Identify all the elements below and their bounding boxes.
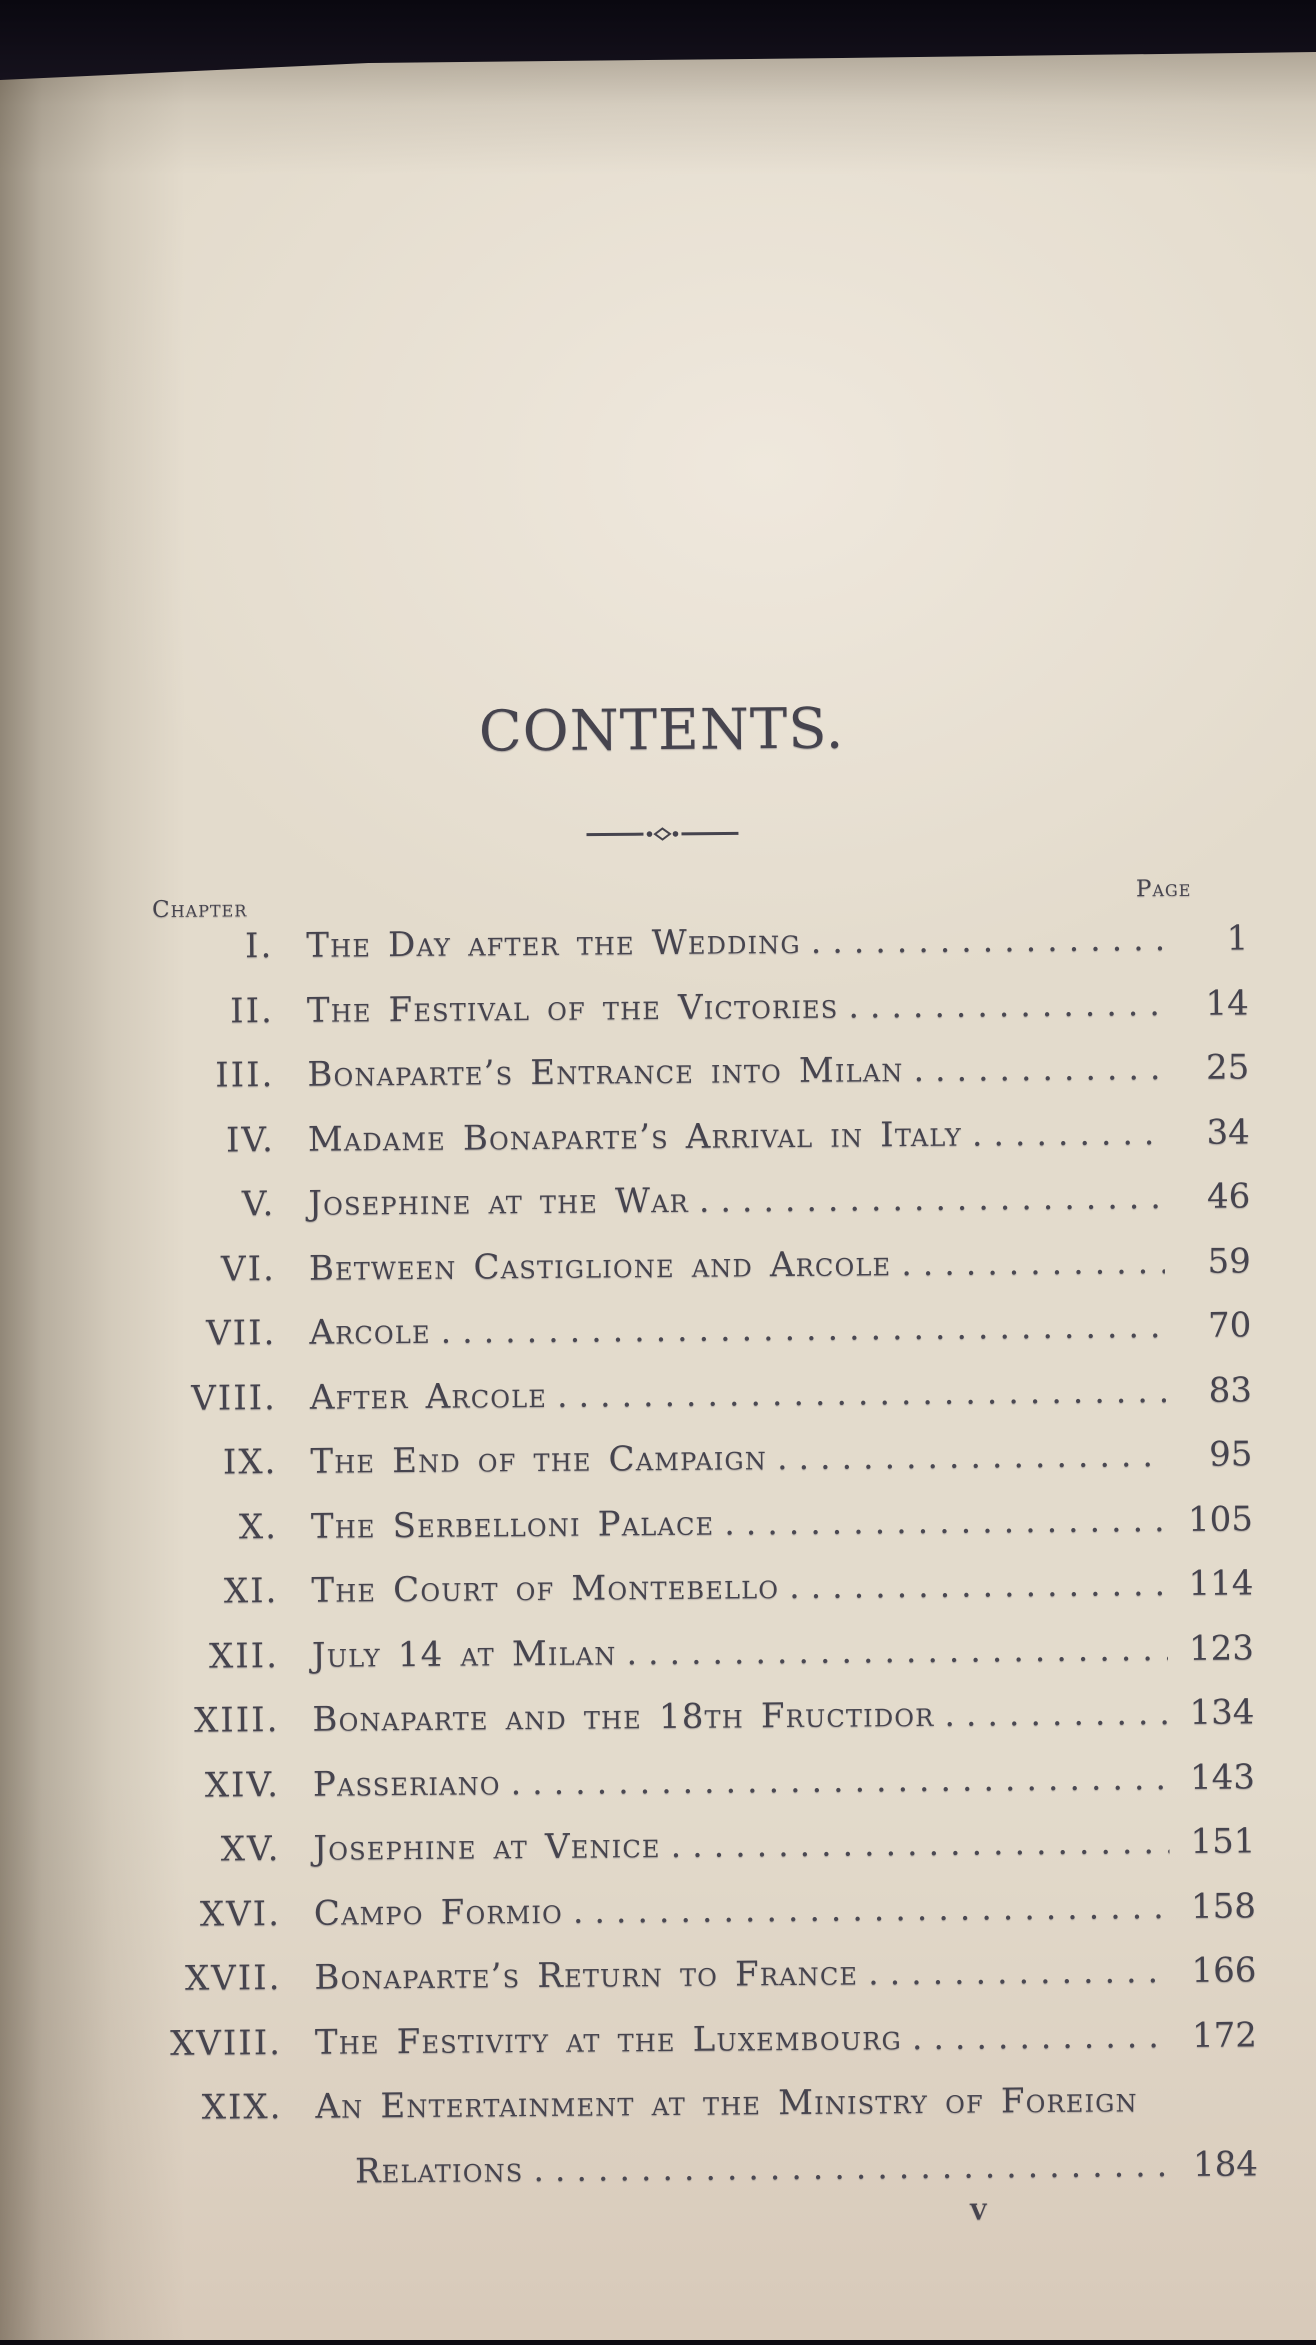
toc-row (8, 1938, 1256, 2012)
page-number: 25 (1175, 1035, 1250, 1100)
page-number: 14 (1175, 971, 1250, 1036)
chapter-numeral: VI. (3, 1237, 276, 1304)
toc-row (3, 1229, 1251, 1303)
page-number: 172 (1183, 2003, 1258, 2068)
chapter-title: An Entertainment at the Ministry of Foreign (315, 2068, 1138, 2139)
page-number: 158 (1182, 1874, 1257, 1939)
chapter-title: Between Castiglione and Arcole (309, 1232, 892, 1301)
chapter-numeral (10, 2183, 283, 2185)
page-number: 83 (1178, 1358, 1253, 1423)
dot-leader (944, 1681, 1168, 1753)
toc-row (6, 1616, 1254, 1690)
dot-leader (557, 1359, 1166, 1434)
chapter-numeral: XIV. (7, 1753, 280, 1820)
dot-leader (972, 1101, 1164, 1173)
chapter-title: Madame Bonaparte’s Arrival in Italy (308, 1102, 963, 1172)
toc-row (5, 1487, 1253, 1561)
dot-leader (533, 2133, 1172, 2209)
toc-row (4, 1422, 1252, 1496)
chapter-title: The Festival of the Victories (307, 974, 839, 1043)
dot-leader (848, 972, 1163, 1045)
toc-row (10, 2132, 1258, 2206)
chapter-numeral: XIII. (6, 1688, 279, 1755)
chapter-numeral: XIX. (9, 2075, 282, 2142)
chapter-title: Bonaparte’s Return to France (314, 1942, 858, 2011)
chapter-title: The Serbelloni Palace (311, 1491, 715, 1559)
chapter-numeral: VII. (3, 1301, 276, 1368)
dot-leader (811, 907, 1163, 980)
chapter-title: Relations (355, 2138, 524, 2204)
chapter-numeral: IV. (2, 1108, 275, 1175)
chapter-title: Bonaparte’s Entrance into Milan (307, 1038, 904, 1107)
chapter-numeral: IX. (4, 1430, 277, 1497)
chapter-numeral: I. (0, 914, 273, 981)
dot-leader (912, 2004, 1172, 2077)
chapter-title: Bonaparte and the 18th Fructidor (312, 1683, 935, 1752)
page-column-header: Page (1136, 876, 1192, 902)
dot-leader (789, 1552, 1168, 1625)
chapter-title: July 14 at Milan (312, 1621, 617, 1688)
toc-row (9, 2067, 1257, 2141)
chapter-title: The End of the Campaign (310, 1426, 767, 1494)
page-number: 134 (1180, 1680, 1255, 1745)
toc-row (6, 1680, 1254, 1754)
folio-page-number: v (958, 2189, 998, 2227)
toc-row (1, 971, 1249, 1045)
table-of-contents (0, 906, 1316, 2206)
toc-row (1, 1035, 1249, 1109)
chapter-title: The Festivity at the Luxembourg (315, 2006, 902, 2075)
divider-ornament (586, 825, 738, 846)
page-title: CONTENTS. (479, 697, 845, 765)
page-number: 95 (1178, 1422, 1253, 1487)
page-number: 59 (1177, 1229, 1252, 1294)
chapter-numeral: XVII. (8, 1946, 281, 2013)
page-number: 184 (1184, 2132, 1259, 2197)
chapter-title: The Court of Montebello (311, 1555, 779, 1623)
chapter-numeral: II. (1, 979, 274, 1046)
toc-row (3, 1293, 1251, 1367)
page-number: 123 (1180, 1616, 1255, 1681)
page-number: 70 (1177, 1293, 1252, 1358)
toc-row (2, 1164, 1250, 1238)
page-number: 46 (1176, 1164, 1251, 1229)
toc-row (7, 1745, 1255, 1819)
chapter-numeral: XVIII. (9, 2011, 282, 2078)
page-number: 105 (1179, 1487, 1254, 1552)
chapter-title: Campo Formio (314, 1879, 564, 1945)
toc-row (4, 1358, 1252, 1432)
chapter-title: After Arcole (310, 1363, 548, 1429)
chapter-column-header: Chapter (152, 896, 247, 923)
toc-row (2, 1100, 1250, 1174)
toc-row (7, 1809, 1255, 1883)
page-number: 34 (1176, 1100, 1251, 1165)
dot-leader (868, 1939, 1171, 2012)
chapter-numeral: XII. (6, 1624, 279, 1691)
chapter-title: Josephine at the War (308, 1169, 689, 1236)
page-number: 1 (1174, 906, 1249, 971)
toc-row (9, 2003, 1257, 2077)
toc-row (5, 1551, 1253, 1625)
chapter-numeral: V. (2, 1172, 275, 1239)
dot-leader (913, 1036, 1163, 1108)
chapter-title: Arcole (309, 1300, 431, 1365)
dot-leader (777, 1423, 1167, 1497)
dot-leader (670, 1810, 1169, 1884)
dot-leader (699, 1165, 1165, 1239)
page-number: 166 (1182, 1938, 1257, 2003)
dot-leader (626, 1617, 1168, 1692)
dot-leader (573, 1875, 1171, 1950)
chapter-numeral: VIII. (4, 1366, 277, 1433)
chapter-numeral: XVI. (8, 1882, 281, 1949)
chapter-title: Passeriano (313, 1751, 501, 1817)
toc-row (0, 906, 1248, 980)
dot-leader (901, 1230, 1165, 1303)
page-number: 151 (1181, 1809, 1256, 1874)
toc-row (8, 1874, 1256, 1948)
chapter-numeral: X. (5, 1495, 278, 1562)
chapter-numeral: XV. (7, 1817, 280, 1884)
chapter-numeral: XI. (5, 1559, 278, 1626)
page-number: 143 (1181, 1745, 1256, 1810)
dot-leader (724, 1488, 1167, 1562)
chapter-title: The Day after the Wedding (306, 910, 801, 978)
chapter-numeral: III. (1, 1043, 274, 1110)
chapter-title: Josephine at Venice (313, 1814, 661, 1881)
page-number: 114 (1179, 1551, 1254, 1616)
